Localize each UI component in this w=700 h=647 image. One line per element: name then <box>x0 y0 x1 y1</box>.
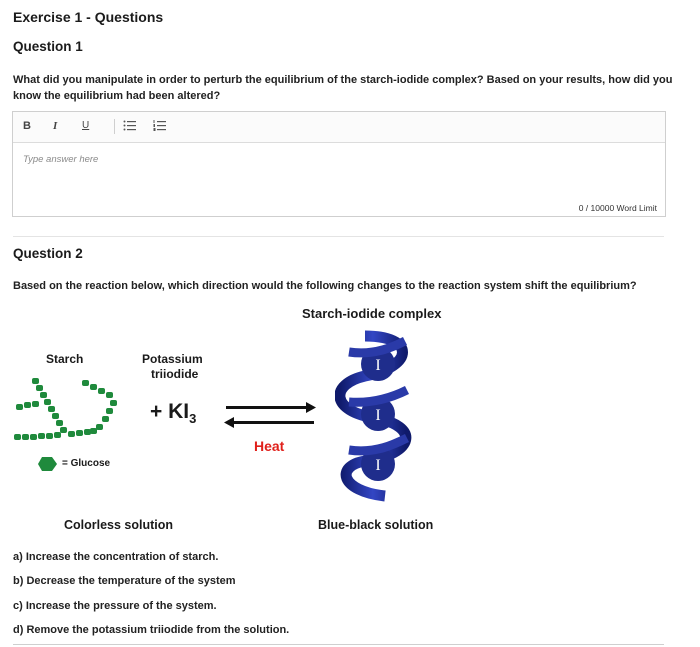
glucose-legend: = Glucose <box>62 458 111 469</box>
editor-toolbar <box>13 112 665 143</box>
question-1-text-line2: know the equilibrium had been altered? <box>13 90 221 102</box>
iodine-3: I <box>375 457 381 474</box>
bold-button[interactable]: B <box>23 120 31 132</box>
colorless-solution-label: Colorless solution <box>64 518 174 532</box>
starch-iodide-helix-icon <box>335 326 421 504</box>
answer-option-d: d) Remove the potassium triiodide from the solution. <box>13 624 290 636</box>
potassium-label-line2: triiodide <box>151 367 199 381</box>
reagent-plus: + KI <box>150 400 190 423</box>
reagent-subscript: 3 <box>189 411 197 427</box>
answer-option-b: b) Decrease the temperature of the system <box>13 575 236 587</box>
starch-molecule-icon <box>10 372 130 452</box>
answer-option-a: a) Increase the concentration of starch. <box>13 551 219 563</box>
iodine-1: I <box>375 357 381 374</box>
section-divider <box>13 236 664 237</box>
answer-option-c: c) Increase the pressure of the system. <box>13 600 217 612</box>
blue-black-solution-label: Blue-black solution <box>318 518 434 532</box>
numbered-list-icon[interactable] <box>153 119 166 135</box>
iodine-2: I <box>375 407 381 424</box>
underline-button[interactable]: U <box>82 120 90 131</box>
question-2-text: Based on the reaction below, which direction would the following changes to the reaction system shift the equilibrium? <box>13 280 637 292</box>
starch-label: Starch <box>46 352 84 366</box>
italic-button[interactable]: I <box>53 120 58 132</box>
reagent-label <box>150 400 196 426</box>
question-1-text-line1: What did you manipulate in order to perturb the equilibrium of the starch-iodide complex? Based on your results, how did you <box>13 74 673 86</box>
heat-label: Heat <box>254 438 285 454</box>
question-1-heading: Question 1 <box>13 39 83 54</box>
equilibrium-arrows-icon <box>222 398 318 432</box>
answer-placeholder[interactable]: Type answer here <box>23 154 99 165</box>
answer-editor[interactable] <box>12 111 666 217</box>
toolbar-separator <box>114 119 115 134</box>
glucose-hexagon-icon <box>38 456 58 472</box>
exercise-title: Exercise 1 - Questions <box>13 9 164 25</box>
potassium-label-line1: Potassium <box>142 352 203 366</box>
bottom-divider <box>13 644 664 645</box>
bulleted-list-icon[interactable] <box>123 119 136 135</box>
question-2-heading: Question 2 <box>13 246 83 261</box>
word-limit-counter: 0 / 10000 Word Limit <box>578 203 657 213</box>
figure-title: Starch-iodide complex <box>302 306 442 321</box>
